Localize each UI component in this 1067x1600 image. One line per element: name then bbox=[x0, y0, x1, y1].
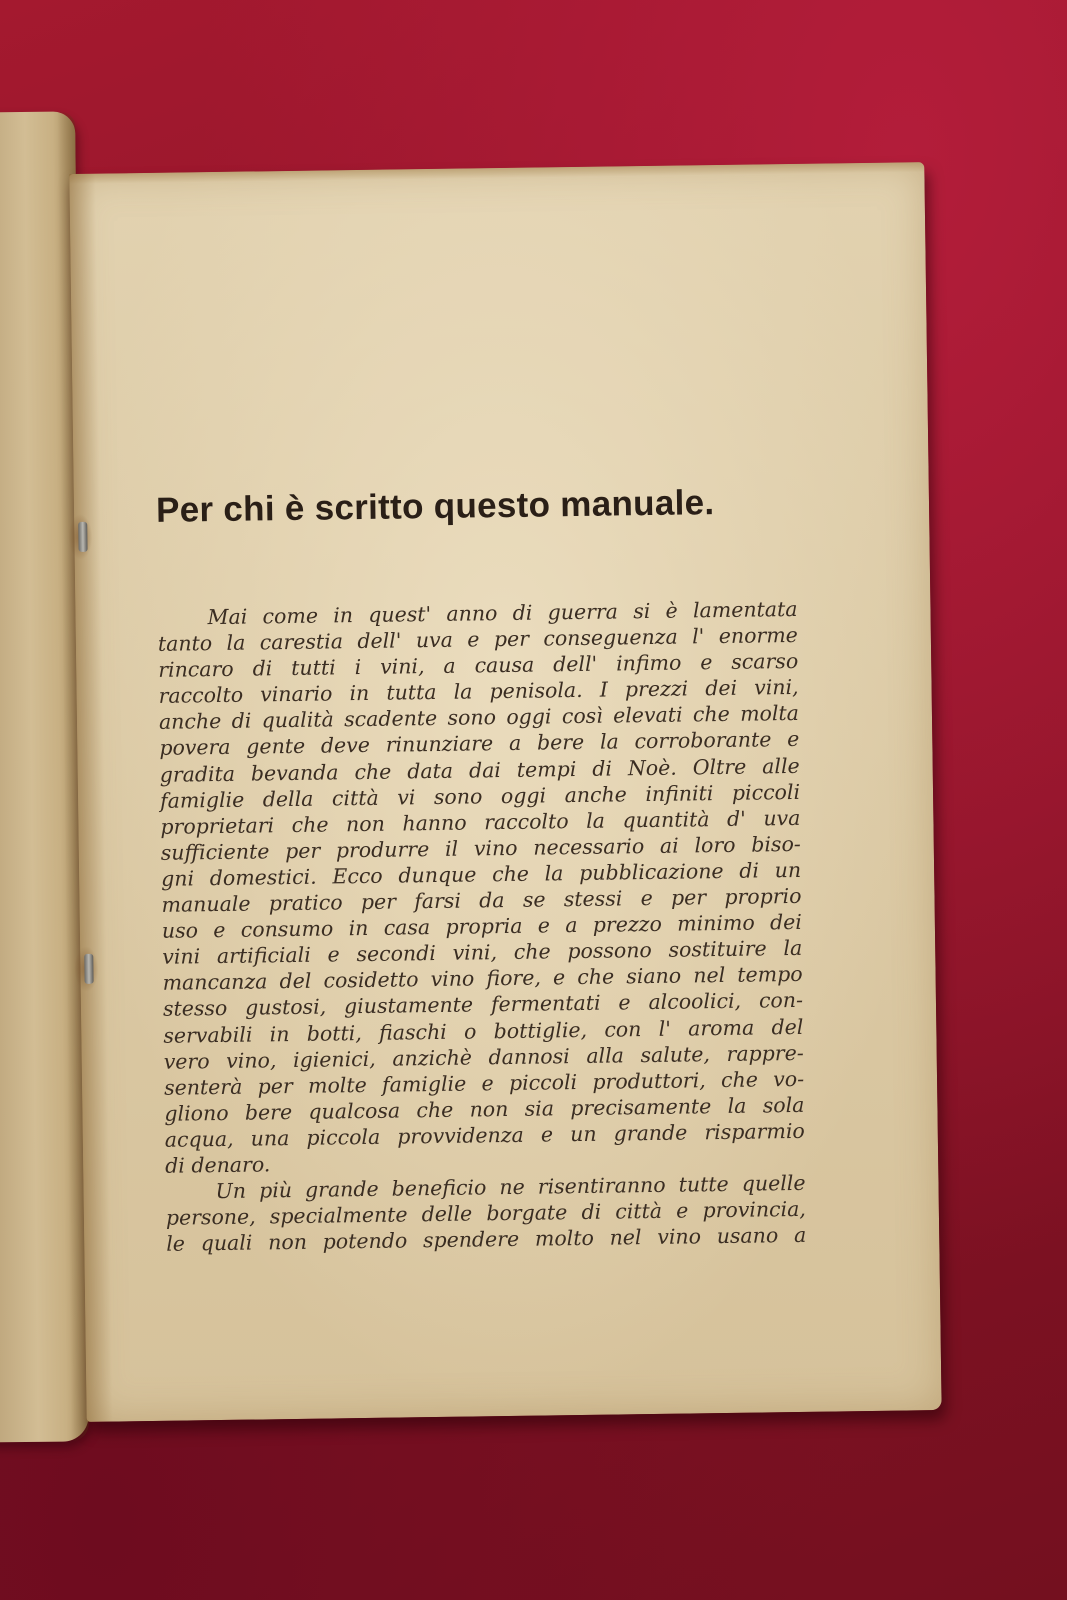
chapter-body bbox=[157, 596, 806, 1257]
text-line: gni domestici. Ecco dunque che la pubblicazione di un bbox=[161, 857, 802, 891]
text-line: le quali non potendo spendere molto nel vino usano a bbox=[166, 1223, 807, 1257]
text-line: stesso gustosi, giustamente fermentati e alcoolici, con- bbox=[162, 988, 804, 1022]
text-line: senterà per molte famiglie e piccoli produttori, che vo- bbox=[163, 1066, 805, 1100]
text-line: sufficiente per produrre il vino necessario ai loro biso- bbox=[160, 831, 801, 865]
text-line: gliono bere qualcosa che non sia precisamente la sola bbox=[164, 1092, 805, 1126]
text-line: famiglie della città vi sono oggi anche infiniti piccoli bbox=[159, 779, 801, 813]
staple-lower-icon bbox=[84, 954, 93, 984]
text-line: Un più grande beneficio ne risentiranno tutte quelle bbox=[215, 1170, 806, 1204]
text-line: di denaro. bbox=[165, 1152, 271, 1178]
text-line: uso e consumo in casa propria e a prezzo minimo dei bbox=[161, 910, 803, 943]
text-line: proprietari che non hanno raccolto la quantità d' uva bbox=[160, 805, 801, 839]
text-line: tanto la carestia dell' uva e per conseguenza l' enorme bbox=[157, 622, 799, 656]
text-line: povera gente deve rinunziare a bere la corroborante e bbox=[159, 727, 800, 761]
book-page bbox=[69, 162, 941, 1422]
text-line: manuale pratico per farsi da se stessi e per proprio bbox=[161, 883, 802, 917]
text-line: acqua, una piccola provvidenza e un grande risparmio bbox=[164, 1118, 805, 1152]
text-line: servabili in botti, fiaschi o bottiglie, con l' aroma del bbox=[163, 1014, 804, 1048]
staple-upper-icon bbox=[78, 522, 87, 552]
text-line: rincaro di tutti i vini, a causa dell' infimo e scarso bbox=[158, 649, 799, 683]
text-line: gradita bevanda che data dai tempi di Noè. Oltre alle bbox=[159, 753, 800, 787]
paragraph-2 bbox=[165, 1170, 806, 1257]
text-line: vini artificiali e secondi vini, che possono sostituire la bbox=[162, 936, 803, 970]
paragraph-1 bbox=[157, 596, 805, 1179]
text-line: Mai come in quest' anno di guerra si è lamentata bbox=[207, 596, 798, 630]
text-line: persone, specialmente delle borgate di città e provincia, bbox=[165, 1197, 807, 1230]
text-line: vero vino, igienici, anzichè dannosi alla salute, rappre- bbox=[163, 1040, 804, 1074]
text-line: anche di qualità scadente sono oggi così elevati che molta bbox=[158, 701, 800, 735]
text-line: mancanza del cosidetto vino fiore, e che siano nel tempo bbox=[162, 962, 803, 996]
text-line: raccolto vinario in tutta la penisola. I prezzi dei vini, bbox=[158, 675, 799, 709]
chapter-title: Per chi è scritto questo manuale. bbox=[155, 483, 715, 530]
